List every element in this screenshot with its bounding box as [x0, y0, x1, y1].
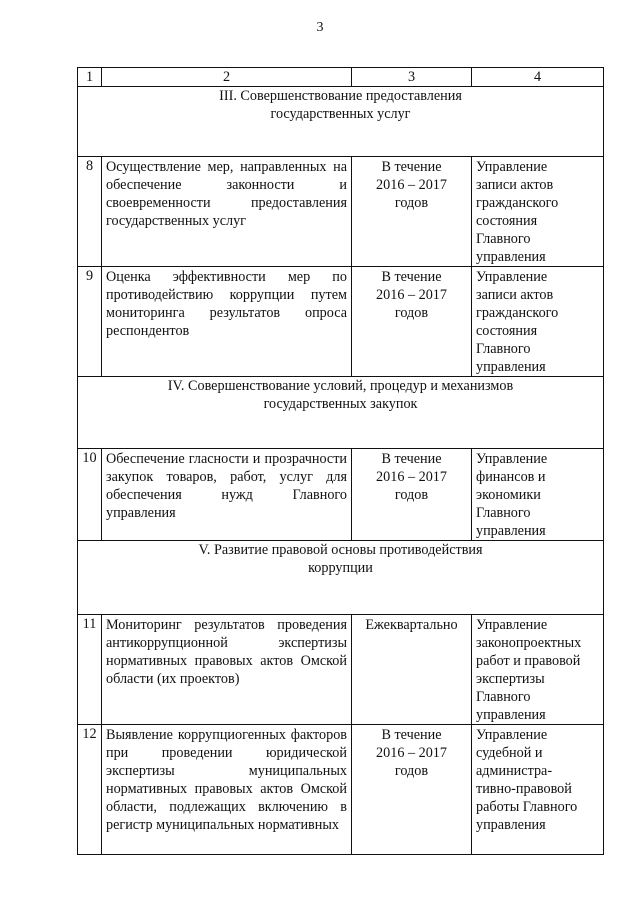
section-heading-row [78, 541, 604, 615]
term-text: Ежеквартально [365, 617, 458, 633]
header-cell: 4 [472, 68, 604, 87]
table-row [78, 449, 604, 541]
term-cell [352, 449, 472, 541]
section-title [78, 87, 604, 157]
responsible-cell [472, 615, 604, 725]
table-row [78, 157, 604, 267]
page-number: 3 [316, 20, 324, 35]
table-row [78, 725, 604, 855]
row-number: 8 [78, 157, 102, 267]
responsible-text: Управление законопроектных работ и правовой экспертизы Главного управления [476, 617, 582, 723]
measure-text: Осуществление мер, направленных на обеспечение законности и своевременности предоставления государственных услуг [106, 159, 347, 229]
measure-cell [102, 725, 352, 855]
table-row [78, 615, 604, 725]
table-row [78, 267, 604, 377]
measure-cell [102, 267, 352, 377]
header-cell: 2 [102, 68, 352, 87]
measure-text: Оценка эффективности мер по противодействию коррупции путем мониторинга результатов опроса респондентов [106, 269, 347, 339]
term-text: В течение 2016 – 2017 годов [376, 727, 447, 779]
term-text: В течение 2016 – 2017 годов [376, 269, 447, 321]
responsible-cell [472, 267, 604, 377]
term-cell [352, 157, 472, 267]
measure-cell [102, 615, 352, 725]
section-title [78, 541, 604, 615]
responsible-text: Управление судебной и администра- тивно-правовой работы Главного управления [476, 727, 578, 833]
row-number: 12 [78, 725, 102, 855]
term-cell [352, 615, 472, 725]
responsible-cell [472, 725, 604, 855]
measure-text: Обеспечение гласности и прозрачности закупок товаров, работ, услуг для обеспечения нужд Главного управления [106, 451, 347, 521]
responsible-cell [472, 157, 604, 267]
section-heading-row [78, 87, 604, 157]
measures-table [77, 67, 604, 855]
term-text: В течение 2016 – 2017 годов [376, 159, 447, 211]
header-cell: 1 [78, 68, 102, 87]
row-number: 11 [78, 615, 102, 725]
section-title-text: IV. Совершенствование условий, процедур и механизмов государственных закупок [167, 378, 514, 412]
section-heading-row [78, 377, 604, 449]
section-title-text: V. Развитие правовой основы противодействия коррупции [198, 542, 483, 576]
measure-text: Мониторинг результатов проведения антикоррупционной экспертизы нормативных правовых актов Омской области (их проектов) [106, 617, 347, 687]
responsible-text: Управление записи актов гражданского состояния Главного управления [476, 159, 559, 265]
row-number: 10 [78, 449, 102, 541]
section-title [78, 377, 604, 449]
term-cell [352, 725, 472, 855]
header-row [78, 68, 604, 87]
measure-cell [102, 157, 352, 267]
row-number: 9 [78, 267, 102, 377]
measure-cell [102, 449, 352, 541]
header-cell: 3 [352, 68, 472, 87]
responsible-text: Управление финансов и экономики Главного управления [476, 451, 548, 539]
term-cell [352, 267, 472, 377]
term-text: В течение 2016 – 2017 годов [376, 451, 447, 503]
responsible-cell [472, 449, 604, 541]
section-title-text: III. Совершенствование предоставления государственных услуг [219, 88, 462, 122]
responsible-text: Управление записи актов гражданского состояния Главного управления [476, 269, 559, 375]
measure-text: Выявление коррупциогенных факторов при проведении юридической экспертизы муниципальных нормативных правовых актов Омской области, подлежащих включению в регистр муниципальных нормативных [106, 727, 347, 833]
